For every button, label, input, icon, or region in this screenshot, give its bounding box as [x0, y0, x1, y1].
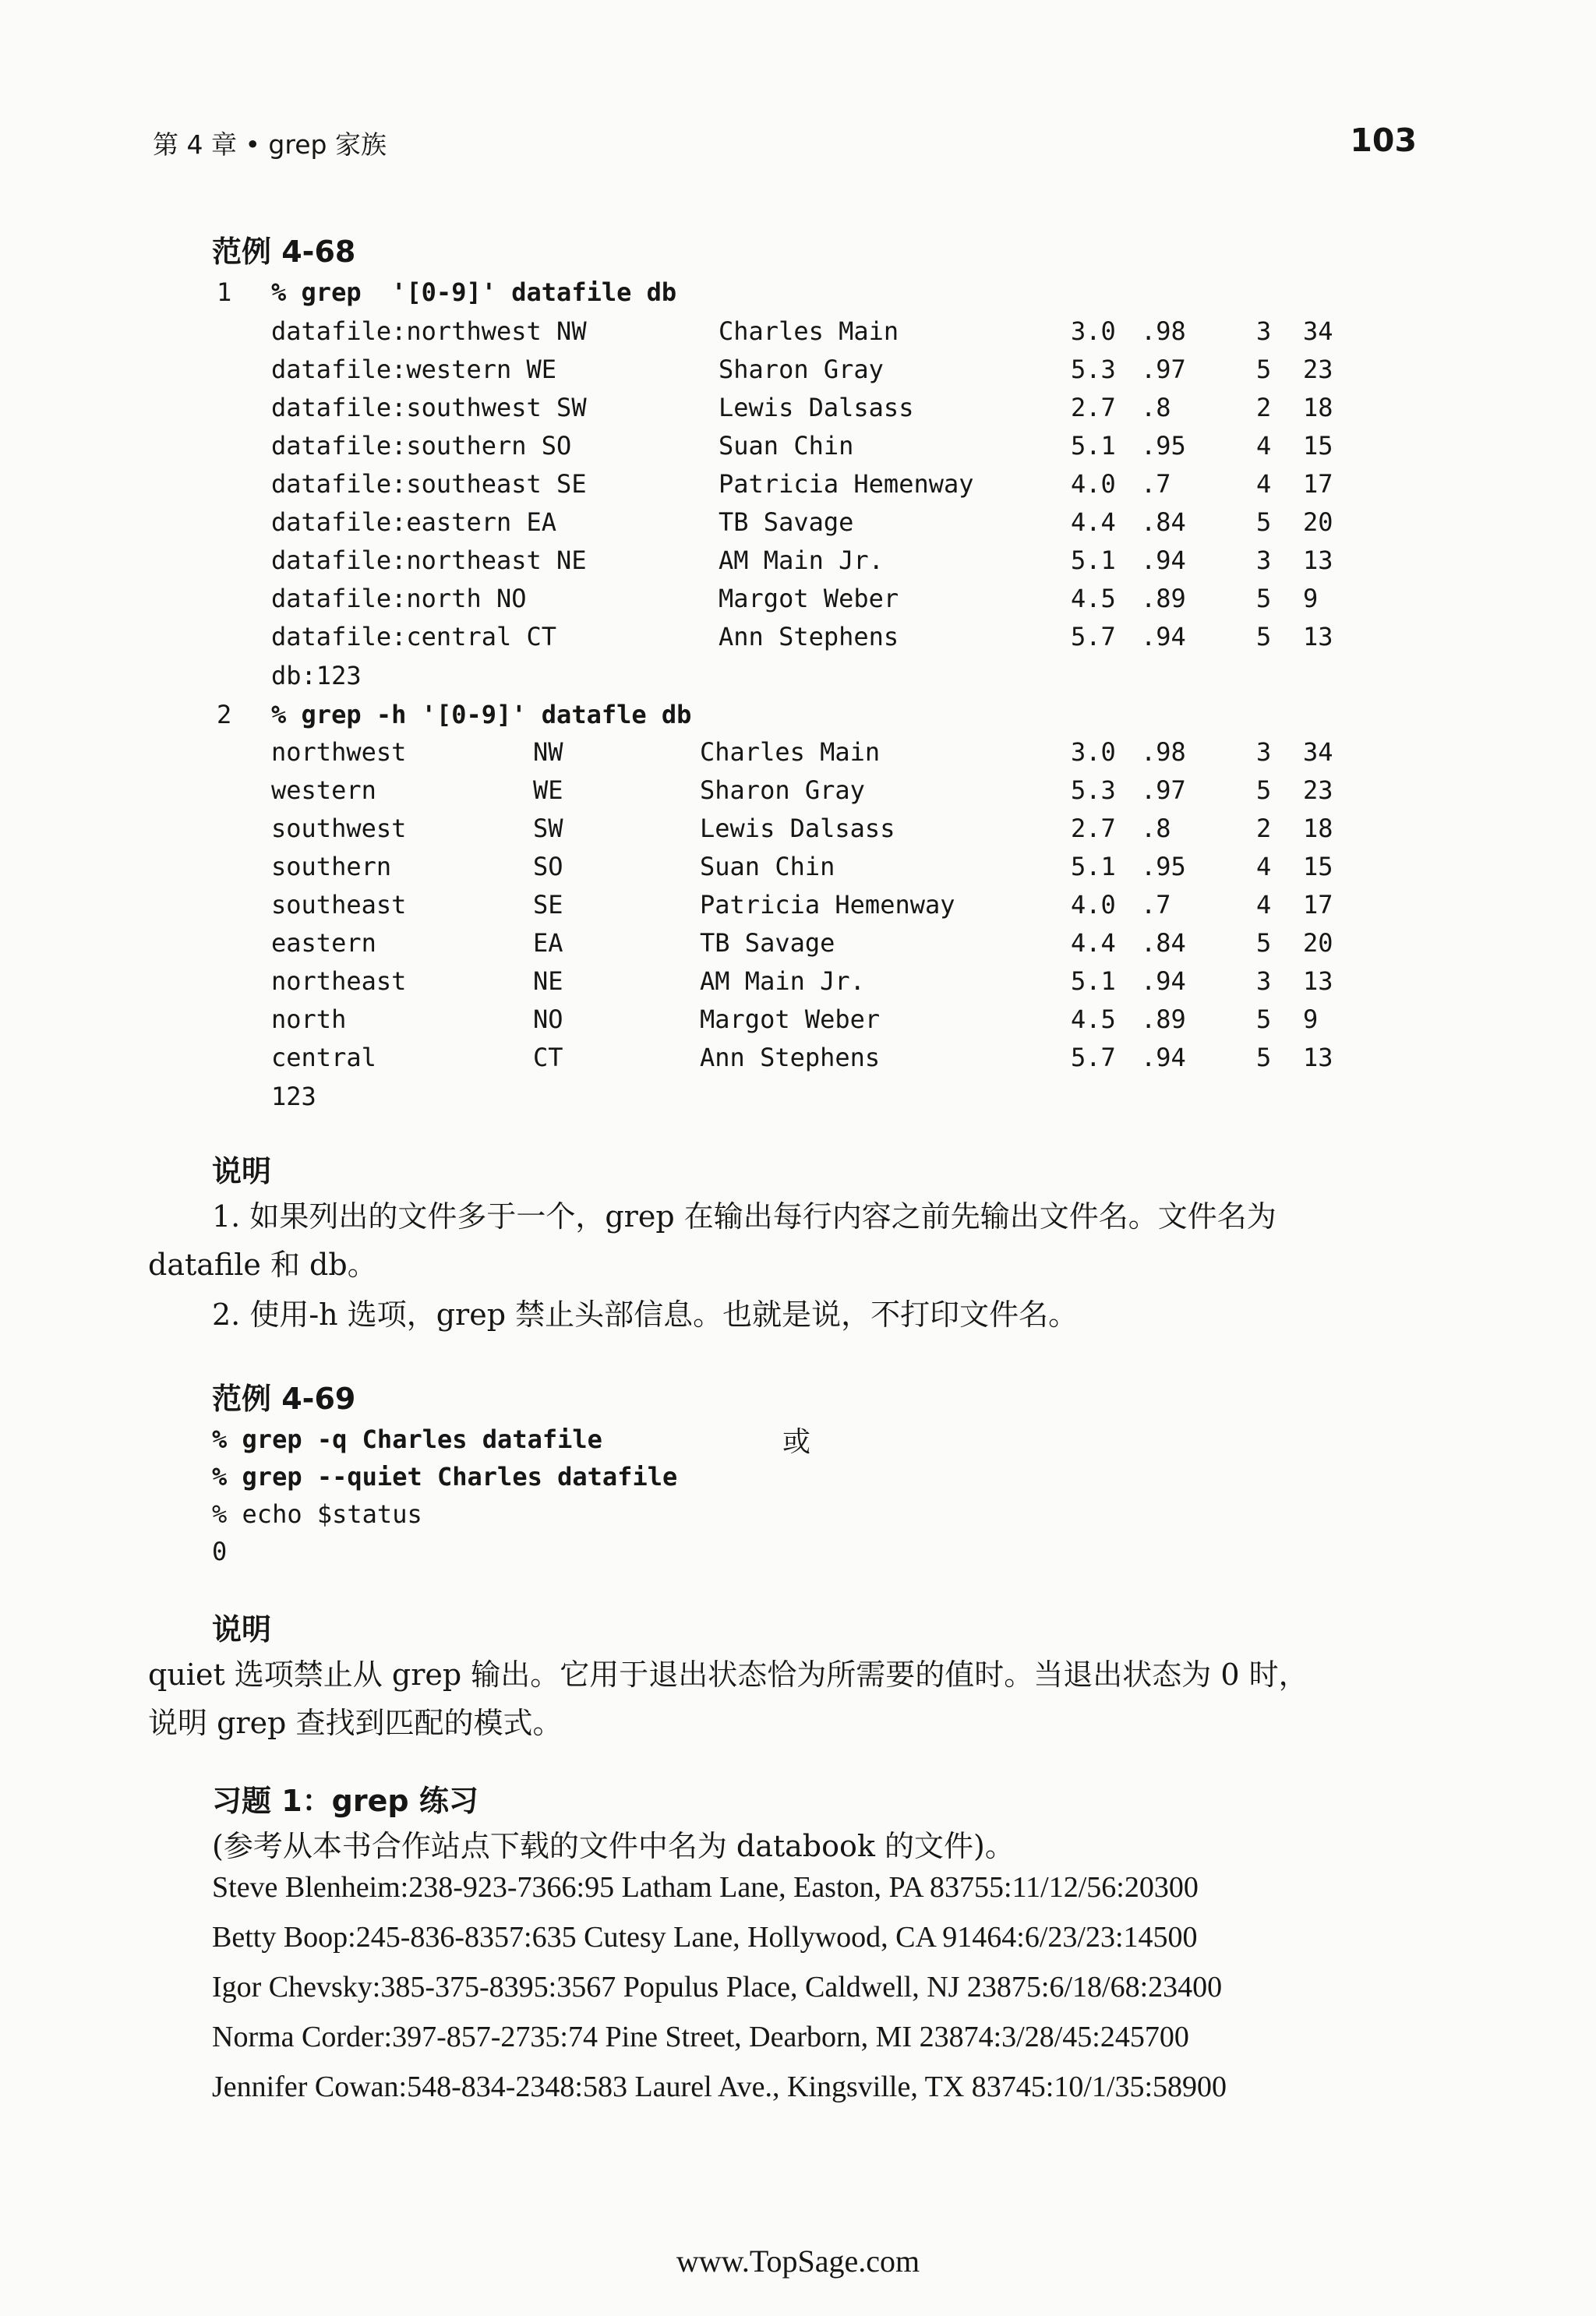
output-1-cell: .98 [1141, 316, 1186, 346]
output-2-cell: 3 [1256, 966, 1272, 996]
output-2-cell: central [271, 1043, 376, 1072]
output-1-cell: 4 [1256, 469, 1272, 499]
output-2-cell: 4.4 [1071, 928, 1116, 958]
output-2-cell: .8 [1141, 814, 1171, 843]
output-1-cell: Lewis Dalsass [719, 393, 914, 422]
status-output: 0 [212, 1537, 228, 1566]
output-2-cell: 5.1 [1071, 852, 1116, 881]
output-2-cell: NE [533, 966, 563, 996]
command-2: % grep -h '[0-9]' datafle db [271, 700, 692, 729]
output-1-cell: .95 [1141, 431, 1186, 461]
output-2-cell: southwest [271, 814, 407, 843]
databook-line: Jennifer Cowan:548-834-2348:583 Laurel Ave., Kingsville, TX 83745:10/1/35:58900 [212, 2071, 1227, 2103]
output-1-cell: .84 [1141, 507, 1186, 537]
output-2-cell: 5.1 [1071, 966, 1116, 996]
output-1-cell: 4.5 [1071, 584, 1116, 613]
output-2-cell: .89 [1141, 1004, 1186, 1034]
output-1-cell: 23 [1303, 355, 1333, 384]
output-2-cell: 5 [1256, 1004, 1272, 1034]
output-1-cell: AM Main Jr. [719, 545, 884, 575]
output-1-cell: 5.3 [1071, 355, 1116, 384]
output-2-cell: 4 [1256, 890, 1272, 920]
exercise-note: (参考从本书合作站点下载的文件中名为 databook 的文件)。 [212, 1829, 1015, 1863]
page-header [153, 122, 1417, 171]
output-2-cell: 5 [1256, 775, 1272, 805]
output-2-cell: SO [533, 852, 563, 881]
footer-url: www.TopSage.com [676, 2244, 920, 2279]
output-2-cell: .95 [1141, 852, 1186, 881]
db-line-1: db:123 [271, 661, 362, 690]
explanation-1-p1-line1: 1. 如果列出的文件多于一个，grep 在输出每行内容之前先输出文件名。文件名为 [212, 1199, 1276, 1234]
db-line-2: 123 [271, 1082, 316, 1111]
output-2-cell: Patricia Hemenway [700, 890, 955, 920]
output-1-cell: 4.0 [1071, 469, 1116, 499]
or-word: 或 [782, 1426, 811, 1458]
command-1: % grep '[0-9]' datafile db [271, 277, 677, 307]
output-1-cell: .94 [1141, 622, 1186, 651]
output-1-cell: Charles Main [719, 316, 899, 346]
output-2-cell: CT [533, 1043, 563, 1072]
output-2-cell: 2.7 [1071, 814, 1116, 843]
output-1-cell: 18 [1303, 393, 1333, 422]
output-2-cell: Lewis Dalsass [700, 814, 895, 843]
output-2-cell: 2 [1256, 814, 1272, 843]
output-1-cell: Margot Weber [719, 584, 899, 613]
output-2-cell: AM Main Jr. [700, 966, 865, 996]
output-1-cell: datafile:southeast SE [271, 469, 587, 499]
output-2-cell: 23 [1303, 775, 1333, 805]
output-1-cell: 5.1 [1071, 431, 1116, 461]
output-1-cell: 13 [1303, 622, 1333, 651]
databook-line: Steve Blenheim:238-923-7366:95 Latham Lane, Easton, PA 83755:11/12/56:20300 [212, 1871, 1199, 1904]
output-2-cell: 4.5 [1071, 1004, 1116, 1034]
output-1-cell: 5.1 [1071, 545, 1116, 575]
output-2-cell: .97 [1141, 775, 1186, 805]
output-2-cell: SE [533, 890, 563, 920]
chapter-title: 第 4 章 • grep 家族 [153, 129, 387, 160]
output-2-cell: 3.0 [1071, 737, 1116, 767]
output-1-cell: 15 [1303, 431, 1333, 461]
output-1-cell: TB Savage [719, 507, 854, 537]
output-2-cell: Suan Chin [700, 852, 835, 881]
explanation-2-line1: quiet 选项禁止从 grep 输出。它用于退出状态恰为所需要的值时。当退出状态为 0 时， [148, 1658, 1308, 1692]
output-1-cell: datafile:north NO [271, 584, 527, 613]
output-2-cell: 18 [1303, 814, 1333, 843]
example-4-69-title: 范例 4-69 [212, 1382, 356, 1416]
output-2-cell: 15 [1303, 852, 1333, 881]
output-2-cell: 20 [1303, 928, 1333, 958]
output-2-cell: northeast [271, 966, 407, 996]
exercise-title: 习题 1：grep 练习 [212, 1784, 478, 1818]
output-1-cell: 3 [1256, 316, 1272, 346]
output-1-cell: .7 [1141, 469, 1171, 499]
output-1-cell: 5 [1256, 584, 1272, 613]
quiet-command-2: % grep --quiet Charles datafile [212, 1462, 678, 1492]
output-2-cell: 13 [1303, 966, 1333, 996]
output-1-cell: 17 [1303, 469, 1333, 499]
output-1-cell: Patricia Hemenway [719, 469, 974, 499]
output-2-cell: Sharon Gray [700, 775, 865, 805]
explanation-2-title: 说明 [212, 1612, 272, 1647]
output-2-cell: southeast [271, 890, 407, 920]
output-2-cell: 5 [1256, 928, 1272, 958]
output-2-cell: 13 [1303, 1043, 1333, 1072]
output-2-cell: Margot Weber [700, 1004, 881, 1034]
output-1-cell: .97 [1141, 355, 1186, 384]
output-2-cell: northwest [271, 737, 407, 767]
output-2-cell: Ann Stephens [700, 1043, 881, 1072]
output-1-cell: 34 [1303, 316, 1333, 346]
databook-line: Betty Boop:245-836-8357:635 Cutesy Lane, Hollywood, CA 91464:6/23/23:14500 [212, 1921, 1198, 1954]
output-2-cell: 9 [1303, 1004, 1319, 1034]
output-1-cell: 2 [1256, 393, 1272, 422]
databook-line: Norma Corder:397-857-2735:74 Pine Street, Dearborn, MI 23874:3/28/45:245700 [212, 2021, 1189, 2053]
output-2-cell: 17 [1303, 890, 1333, 920]
output-2-cell: 5.7 [1071, 1043, 1116, 1072]
command-1-number: 1 [217, 277, 232, 307]
output-2-cell: 5 [1256, 1043, 1272, 1072]
output-1-cell: 4 [1256, 431, 1272, 461]
explanation-2-line2: 说明 grep 查找到匹配的模式。 [148, 1706, 563, 1740]
output-1-cell: datafile:southern SO [271, 431, 572, 461]
output-1-cell: Sharon Gray [719, 355, 884, 384]
output-1-cell: datafile:northeast NE [271, 545, 587, 575]
output-2-cell: 4.0 [1071, 890, 1116, 920]
output-1-cell: 3 [1256, 545, 1272, 575]
output-1-cell: 9 [1303, 584, 1319, 613]
output-1-cell: 4.4 [1071, 507, 1116, 537]
output-2-cell: north [271, 1004, 347, 1034]
output-2-cell: SW [533, 814, 563, 843]
example-4-68-title: 范例 4-68 [212, 235, 356, 269]
echo-status-command: % echo $status [212, 1499, 422, 1529]
command-2-number: 2 [217, 700, 232, 729]
explanation-1-title: 说明 [212, 1154, 272, 1188]
output-2-cell: Charles Main [700, 737, 881, 767]
output-2-cell: TB Savage [700, 928, 835, 958]
output-2-cell: western [271, 775, 376, 805]
output-2-cell: .94 [1141, 1043, 1186, 1072]
output-1-cell: 13 [1303, 545, 1333, 575]
output-1-cell: Suan Chin [719, 431, 854, 461]
output-2-cell: .94 [1141, 966, 1186, 996]
output-2-cell: .84 [1141, 928, 1186, 958]
databook-line: Igor Chevsky:385-375-8395:3567 Populus Place, Caldwell, NJ 23875:6/18/68:23400 [212, 1971, 1223, 2004]
output-1-cell: 5.7 [1071, 622, 1116, 651]
output-1-cell: datafile:northwest NW [271, 316, 587, 346]
output-1-cell: datafile:southwest SW [271, 393, 587, 422]
output-1-cell: 20 [1303, 507, 1333, 537]
output-1-cell: 2.7 [1071, 393, 1116, 422]
output-2-cell: .98 [1141, 737, 1186, 767]
output-1-cell: .89 [1141, 584, 1186, 613]
output-1-cell: datafile:western WE [271, 355, 557, 384]
page-number: 103 [1350, 122, 1417, 159]
output-1-cell: 3.0 [1071, 316, 1116, 346]
explanation-1-p2: 2. 使用-h 选项，grep 禁止头部信息。也就是说，不打印文件名。 [212, 1297, 1079, 1332]
output-2-cell: 4 [1256, 852, 1272, 881]
output-2-cell: 34 [1303, 737, 1333, 767]
output-1-cell: datafile:eastern EA [271, 507, 557, 537]
output-2-cell: NW [533, 737, 563, 767]
output-2-cell: EA [533, 928, 563, 958]
output-2-cell: 3 [1256, 737, 1272, 767]
output-1-cell: datafile:central CT [271, 622, 557, 651]
output-2-cell: NO [533, 1004, 563, 1034]
quiet-command-1: % grep -q Charles datafile [212, 1425, 602, 1454]
output-2-cell: .7 [1141, 890, 1171, 920]
output-2-cell: 5.3 [1071, 775, 1116, 805]
output-1-cell: Ann Stephens [719, 622, 899, 651]
output-1-cell: 5 [1256, 507, 1272, 537]
output-1-cell: .8 [1141, 393, 1171, 422]
output-2-cell: eastern [271, 928, 376, 958]
output-2-cell: southern [271, 852, 392, 881]
output-1-cell: .94 [1141, 545, 1186, 575]
output-1-cell: 5 [1256, 355, 1272, 384]
explanation-1-p1-line2: datafile 和 db。 [148, 1248, 377, 1282]
output-2-cell: WE [533, 775, 563, 805]
output-1-cell: 5 [1256, 622, 1272, 651]
